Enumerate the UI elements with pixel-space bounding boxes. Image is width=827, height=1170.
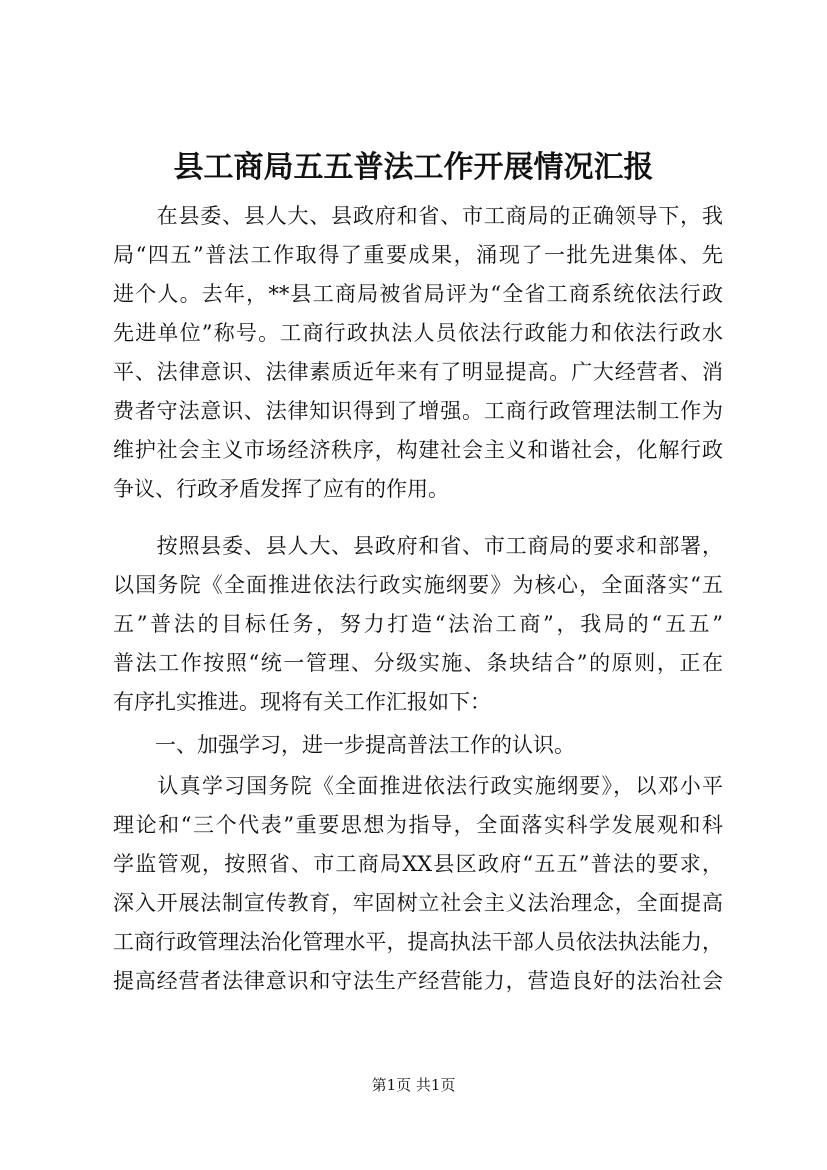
page-footer: 第1页 共1页 <box>371 1076 456 1094</box>
body-line: 进个人。去年，**县工商局被省局评为“全省工商系统依法行政 <box>113 282 723 306</box>
body-line: 按照县委、县人大、县政府和省、市工商局的要求和部署， <box>113 534 723 558</box>
body-line: 在县委、县人大、县政府和省、市工商局的正确领导下，我 <box>113 204 723 228</box>
body-line: 局“四五”普法工作取得了重要成果，涌现了一批先进集体、先 <box>113 243 723 267</box>
body-line: 有序扎实推进。现将有关工作汇报如下： <box>113 690 491 714</box>
section-heading: 一、加强学习，进一步提高普法工作的认识。 <box>113 733 575 757</box>
body-line: 以国务院《全面推进依法行政实施纲要》为核心，全面落实“五 <box>113 573 723 597</box>
body-line: 五”普法的目标任务，努力打造“法治工商”，我局的“五五” <box>113 612 723 636</box>
body-line: 普法工作按照“统一管理、分级实施、条块结合”的原则，正在 <box>113 651 723 675</box>
body-line: 维护社会主义市场经济秩序，构建社会主义和谐社会，化解行政 <box>113 438 723 462</box>
body-line: 理论和“三个代表”重要思想为指导，全面落实科学发展观和科 <box>113 813 723 837</box>
body-line: 先进单位”称号。工商行政执法人员依法行政能力和依法行政水 <box>113 321 723 345</box>
body-line: 平、法律意识、法律素质近年来有了明显提高。广大经营者、消 <box>113 360 723 384</box>
body-line: 学监管观，按照省、市工商局XX县区政府“五五”普法的要求， <box>113 852 723 876</box>
document-title: 县工商局五五普法工作开展情况汇报 <box>173 150 654 185</box>
body-line: 争议、行政矛盾发挥了应有的作用。 <box>113 477 449 501</box>
body-line: 提高经营者法律意识和守法生产经营能力，营造良好的法治社会 <box>113 969 723 993</box>
body-line: 认真学习国务院《全面推进依法行政实施纲要》，以邓小平 <box>113 774 723 798</box>
body-line: 费者守法意识、法律知识得到了增强。工商行政管理法制工作为 <box>113 399 723 423</box>
body-line: 工商行政管理法治化管理水平，提高执法干部人员依法执法能力， <box>113 930 723 954</box>
body-line: 深入开展法制宣传教育，牢固树立社会主义法治理念，全面提高 <box>113 891 723 915</box>
